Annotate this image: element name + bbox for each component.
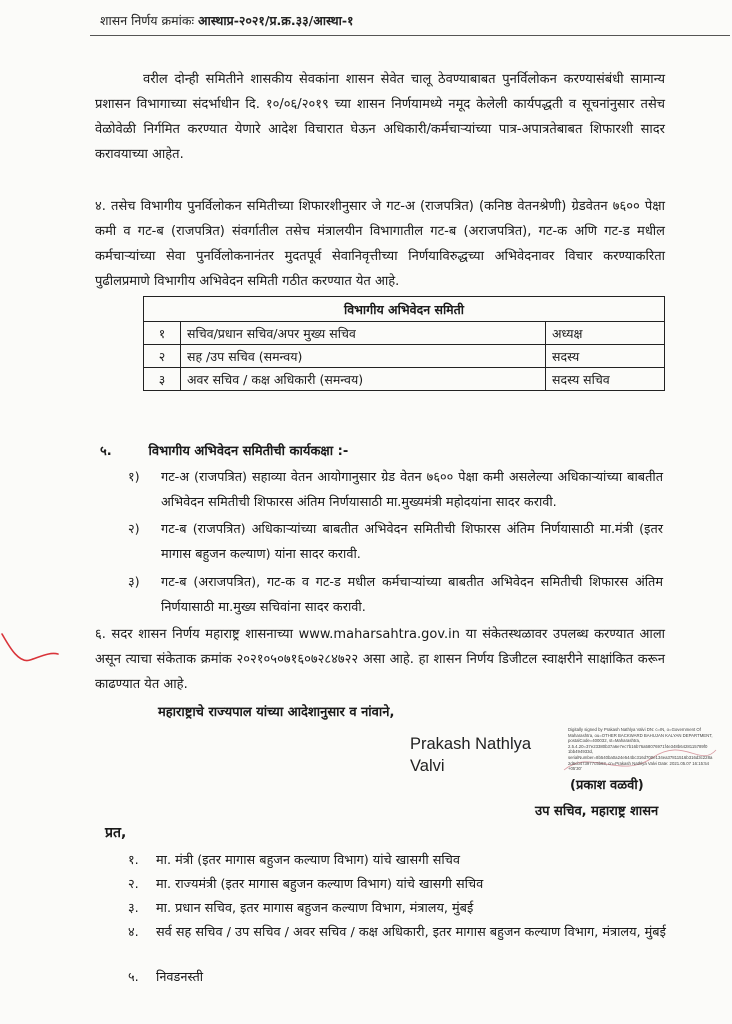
list-item [128,465,663,515]
item-text: मा. मंत्री (इतर मागास बहुजन कल्याण विभाग) यांचे खासगी सचिव [156,853,460,868]
list-item [128,517,663,567]
item-text: मा. राज्यमंत्री (इतर मागास बहुजन कल्याण विभाग) यांचे खासगी सचिव [156,877,484,892]
header-prefix: शासन निर्णय क्रमांकः [100,13,194,28]
table-row [144,368,665,391]
digital-signature-block: Digitally signed by Prakash Nathlya Valvi DN: c=IN, o=Government Of Maharashtra, ou=OTHER BACKWARD BAHUJAN KALYAN DEPARTMENT, postalCode=400032, st=Maharashtra, 2.5.4.20=37e23380b37a6e7ec7b16b76a58076971f4e348b6428115789f0 1bb494933d, serialNumber=8b540ba0a24e544bc316d700e134ea37811516b316d3c228a 2d6cb473977c5b63, cn=Prakash Nathlya Valvi Date: 2021.05.07 16:15:54 +05'30' [568,727,713,772]
section-number: ५. [100,444,112,459]
item-number: १) [128,470,140,485]
row-post: सचिव/प्रधान सचिव/अपर मुख्य सचिव [181,322,546,345]
committee-table-title: विभागीय अभिवेदन समिती [144,297,665,322]
copy-to-heading: प्रत, [105,825,127,841]
paragraph-committee-procedure: वरील दोन्ही समितीने शासकीय सेवकांना शासन सेवेत चालू ठेवण्याबाबत पुनर्विलोकन करण्यासंबंधी सामान्य प्रशासन विभागाच्या संदर्भाधीन दि. १०/०६/२०१९ च्या शासन निर्णयामध्ये नमूद केलेली कार्यपद्धती व सूचनांनुसार तसेच वेळोवेळी निर्गमित करण्यात येणारे आदेश विचारात घेऊन अधिकारी/कर्मचाऱ्यांच्या पात्र-अपात्रतेबाबत शिफारशी सादर करावयाच्या आहेत. [95,72,665,162]
table-row [144,322,665,345]
row-number: ३ [144,368,181,391]
item-text: निवडनस्ती [156,970,204,985]
list-item [128,849,718,873]
section-5-heading [100,441,348,459]
item-number: ५. [128,970,139,985]
table-row [144,345,665,368]
item-number: १. [128,853,139,868]
signatory-marathi-name: (प्रकाश वळवी) [570,778,644,793]
list-item [128,921,718,945]
item-text: मा. प्रधान सचिव, इतर मागास बहुजन कल्याण विभाग, मंत्रालय, मुंबई [156,901,474,916]
row-role: सदस्य [546,345,665,368]
list-item [128,570,663,620]
row-number: १ [144,322,181,345]
row-role: सदस्य सचिव [546,368,665,391]
item-text: गट-ब (राजपत्रित) अधिकाऱ्यांच्या बाबतीत अभिवेदन समितीची शिफारस अंतिम निर्णयासाठी मा.मंत्री (इतर मागास बहुजन कल्याण) यांना सादर करावी. [161,522,663,562]
item-number: ३) [128,575,140,590]
endorsement-line: महाराष्ट्राचे राज्यपाल यांच्या आदेशानुसार व नांवाने, [158,705,395,720]
item-text: सर्व सह सचिव / उप सचिव / अवर सचिव / कक्ष अधिकारी, इतर मागास बहुजन कल्याण विभाग, मंत्रालय, मुंबई [156,925,666,940]
resolution-number: आस्थाप्र-२०२१/प्र.क्र.३३/आस्था-१ [197,13,354,28]
list-item [128,966,718,990]
signatory-designation: उप सचिव, महाराष्ट्र शासन [535,804,659,819]
document-header [100,12,354,29]
row-post: अवर सचिव / कक्ष अधिकारी (समन्वय) [181,368,546,391]
item-number: २) [128,522,140,537]
section-title: विभागीय अभिवेदन समितीची कार्यकक्षा :- [148,444,349,459]
item-text: गट-ब (अराजपत्रित), गट-क व गट-ड मधील कर्मचाऱ्यांच्या बाबतीत अभिवेदन समितीची शिफारस अंतिम निर्णयासाठी मा.मुख्य सचिवांना सादर करावी. [161,575,663,615]
row-post: सह /उप सचिव (समन्वय) [181,345,546,368]
item-number: २. [128,877,139,892]
header-divider [90,35,730,36]
committee-table [143,296,665,391]
paragraph-4: ४. तसेच विभागीय पुनर्विलोकन समितीच्या शिफारशीनुसार जे गट-अ (राजपत्रित) (कनिष्ठ वेतनश्रेणी) ग्रेडवेतन ७६०० पेक्षा कमी व गट-ब (राजपत्रित) संवर्गातील तसेच मंत्रालयीन विभागातील गट-ब (अराजपत्रित), गट-क अणि गट-ड मधील कर्मचाऱ्यांच्या सेवा पुनर्विलोकनानंतर मुदतपूर्व सेवानिवृत्तीच्या निर्णयाविरुद्धच्या अभिवेदनावर विचार करण्याकरिता पुढीलप्रमाणे विभागीय अभिवेदन समिती गठीत करण्यात येत आहे. [95,199,665,289]
signatory-name: Prakash Nathlya Valvi [410,735,532,775]
paragraph-6: ६. सदर शासन निर्णय महाराष्ट्र शासनाच्या www.maharsahtra.gov.in या संकेतस्थळावर उपलब्ध करण्यात आला असून त्याचा संकेताक क्रमांक २०२१०५०७१६०७२८४७२२ असा आहे. हा शासन निर्णय डिजीटल स्वाक्षरीने साक्षांकित करून काढण्यात येत आहे. [95,627,665,692]
list-item [128,897,718,921]
item-text: गट-अ (राजपत्रित) सहाव्या वेतन आयोगानुसार ग्रेड वेतन ७६०० पेक्षा कमी असलेल्या अधिकाऱ्यांच्या बाबतीत अभिवेदन समितीची शिफारस अंतिम निर्णयासाठी मा.मुख्यमंत्री महोदयांना सादर करावी. [161,470,663,510]
item-number: ३. [128,901,139,916]
row-role: अध्यक्ष [546,322,665,345]
red-pen-mark-icon [0,630,60,670]
item-number: ४. [128,925,139,940]
list-item [128,873,718,897]
row-number: २ [144,345,181,368]
